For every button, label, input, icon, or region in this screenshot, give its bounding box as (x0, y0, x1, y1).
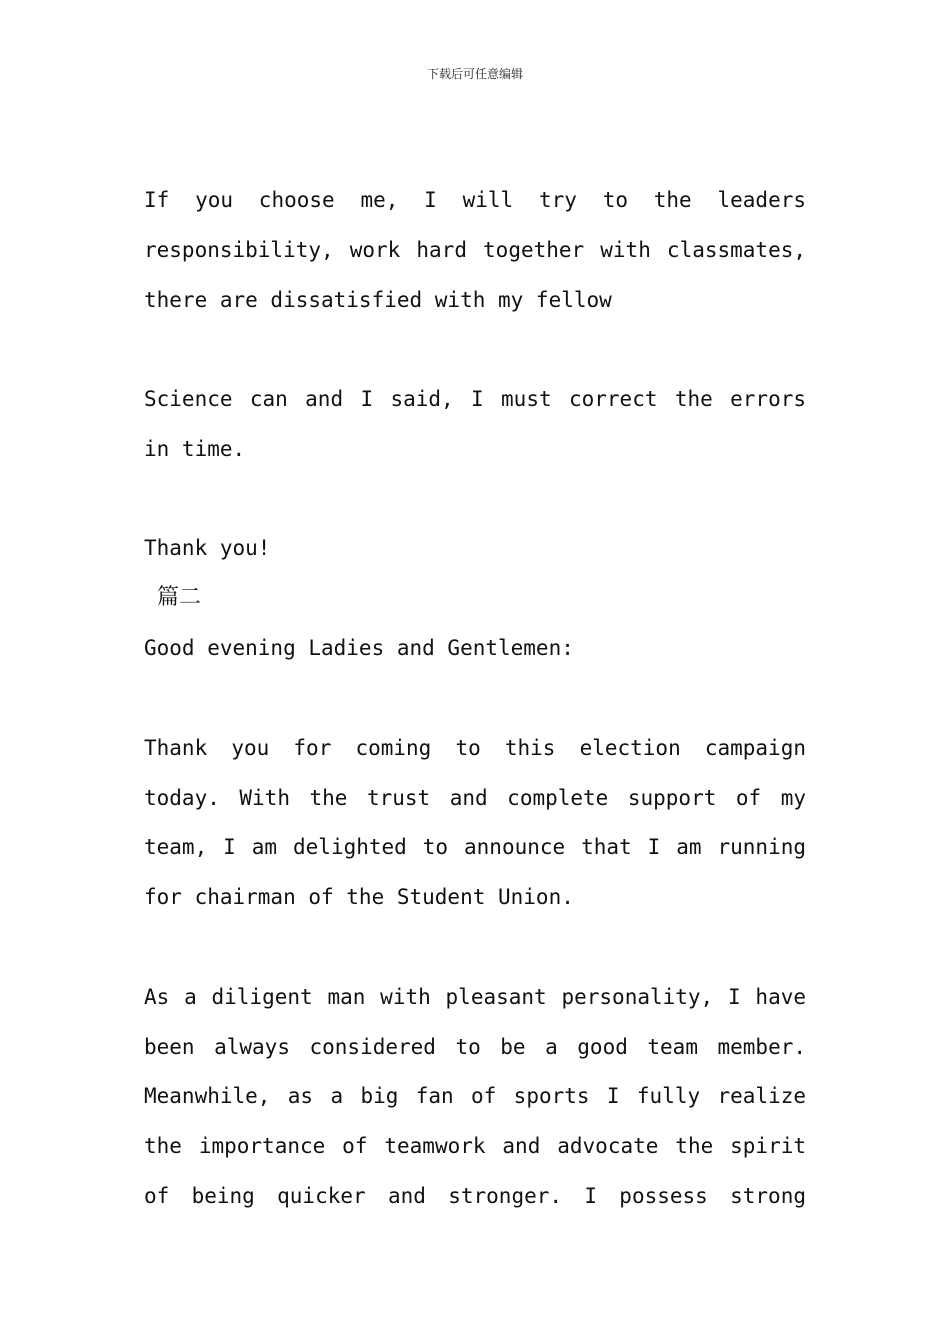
text-line: there are dissatisfied with my fellow (144, 288, 612, 312)
page-header: 下载后可任意编辑 (426, 67, 523, 81)
text-line: today. With the trust and complete support of my (144, 786, 806, 810)
text-line: Thank you for coming to this election campaign (144, 736, 806, 760)
text-line: Science can and I said, I must correct the errors (144, 387, 806, 411)
text-line: Meanwhile, as a big fan of sports I fully realize (144, 1084, 806, 1108)
text-line: been always considered to be a good team member. (144, 1035, 806, 1059)
text-line: for chairman of the Student Union. (144, 885, 574, 909)
text-line: Thank you! (144, 536, 271, 560)
text-line: As a diligent man with pleasant personality, I have (144, 985, 806, 1009)
text-line: If you choose me, I will try to the leaders (144, 188, 806, 212)
text-line: of being quicker and stronger. I possess strong (144, 1184, 806, 1208)
text-line: the importance of teamwork and advocate the spirit (144, 1134, 806, 1158)
text-line: Good evening Ladies and Gentlemen: (144, 636, 574, 660)
section-heading: 篇二 (157, 585, 202, 610)
text-line: team, I am delighted to announce that I am running (144, 835, 806, 859)
text-line: responsibility, work hard together with classmates, (144, 238, 806, 262)
text-line: in time. (144, 437, 246, 461)
